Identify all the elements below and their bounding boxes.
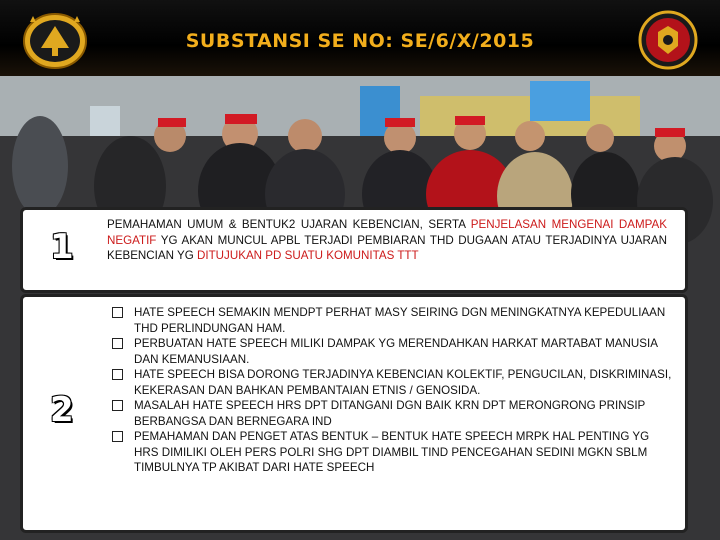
list-item — [100, 398, 676, 429]
section-1-highlight: DITUJUKAN PD SUATU KOMUNITAS TTT — [197, 249, 419, 262]
slide-title: SUBSTANSI SE NO: SE/6/X/2015 — [185, 30, 535, 52]
section-1-highlight: PENJELASAN MENGENAI DAMPAK NEGATIF — [107, 218, 667, 247]
checkbox-bullet-icon — [112, 431, 123, 442]
list-item-text: HATE SPEECH BISA DORONG TERJADINYA KEBENCIAN KOLEKTIF, PENGUCILAN, DISKRIMINASI, KEKERASAN DAN BAHKAN PEMBANTAIAN ETNIS / GENOSIDA. — [134, 368, 672, 397]
checkbox-bullet-icon — [112, 307, 123, 318]
list-item — [100, 367, 676, 398]
list-item — [100, 336, 676, 367]
list-item-text: PERBUATAN HATE SPEECH MILIKI DAMPAK YG MERENDAHKAN HARKAT MARTABAT MANUSIA DAN KEMANUSIAAN. — [134, 337, 658, 366]
section-2-number: 2 — [50, 390, 74, 430]
checkbox-bullet-icon — [112, 338, 123, 349]
slide-header — [0, 0, 720, 78]
checkbox-bullet-icon — [112, 369, 123, 380]
section-1-text — [107, 217, 667, 264]
section-1-segment: PEMAHAMAN UMUM & BENTUK2 UJARAN KEBENCIAN, SERTA — [107, 218, 471, 231]
list-item-text: HATE SPEECH SEMAKIN MENDPT PERHAT MASY SEIRING DGN MENINGKATNYA KEPEDULIAAN THD PERLINDUNGAN HAM. — [134, 306, 666, 335]
list-item — [100, 305, 676, 336]
section-1-segment: YG AKAN MUNCUL APBL TERJADI PEMBIARAN THD DUGAAN ATAU TERJADINYA UJARAN KEBENCIAN YG — [107, 233, 667, 262]
list-item-text: PEMAHAMAN DAN PENGET ATAS BENTUK – BENTUK HATE SPEECH MRPK HAL PENTING YG HRS DIMILIKI OLEH PERS POLRI SHG DPT DIAMBIL TIND PENCEGAHAN SEDINI MGKN SBLM TIMBULNYA TP AKIBAT DARI HATE SPEECH — [134, 430, 650, 474]
checkbox-bullet-icon — [112, 400, 123, 411]
list-item — [100, 429, 676, 476]
section-1-number: 1 — [50, 227, 74, 267]
unit-badge-icon — [636, 10, 700, 70]
list-item-text: MASALAH HATE SPEECH HRS DPT DITANGANI DGN BAIK KRN DPT MERONGRONG PRINSIP BERBANGSA DAN BERNEGARA IND — [134, 399, 646, 428]
section-2-list — [100, 305, 676, 476]
